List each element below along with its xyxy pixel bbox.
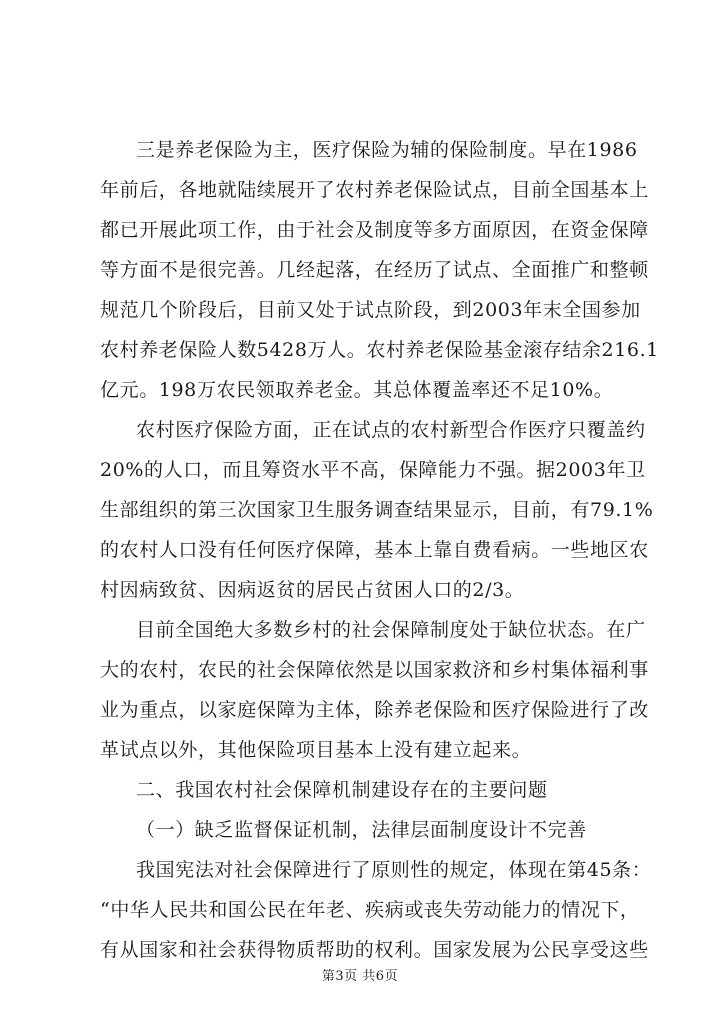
text-line: 业为重点，以家庭保障为主体，除养老保险和医疗保险进行了改 <box>100 699 649 721</box>
text-line: 等方面不是很完善。几经起落，在经历了试点、全面推广和整顿 <box>100 259 649 281</box>
text-line: 三是养老保险为主，医疗保险为辅的保险制度。早在1986 <box>136 139 638 161</box>
text-line: 大的农村，农民的社会保障依然是以国家救济和乡村集体福利事 <box>100 659 649 681</box>
text-line: 有从国家和社会获得物质帮助的权利。国家发展为公民享受这些 <box>100 939 649 961</box>
text-line: 我国宪法对社会保障进行了原则性的规定，体现在第45条： <box>136 859 652 881</box>
text-line: 都已开展此项工作，由于社会及制度等多方面原因，在资金保障 <box>100 219 649 241</box>
section-heading: 二、我国农村社会保障机制建设存在的主要问题 <box>136 779 548 801</box>
subsection-heading: （一）缺乏监督保证机制，法律层面制度设计不完善 <box>136 819 587 841</box>
text-line: 农村医疗保险方面，正在试点的农村新型合作医疗只覆盖约 <box>136 419 646 441</box>
text-line: 村因病致贫、因病返贫的居民占贫困人口的2/3。 <box>100 579 525 601</box>
text-line: 的农村人口没有任何医疗保障，基本上靠自费看病。一些地区农 <box>100 539 649 561</box>
text-line: 年前后，各地就陆续展开了农村养老保险试点，目前全国基本上 <box>100 179 649 201</box>
page-number: 第3页 共6页 <box>321 969 399 984</box>
text-line: “中华人民共和国公民在年老、疾病或丧失劳动能力的情况下， <box>100 899 640 921</box>
text-line: 规范几个阶段后，目前又处于试点阶段，到2003年末全国参加 <box>100 299 641 321</box>
text-line: 目前全国绝大多数乡村的社会保障制度处于缺位状态。在广 <box>136 619 646 641</box>
text-line: 生部组织的第三次国家卫生服务调查结果显示，目前，有79.1% <box>100 499 654 521</box>
text-line: 亿元。198万农民领取养老金。其总体覆盖率还不足10%。 <box>100 379 614 401</box>
text-line: 革试点以外，其他保险项目基本上没有建立起来。 <box>100 739 532 761</box>
text-line: 20%的人口，而且筹资水平不高，保障能力不强。据2003年卫 <box>100 459 646 481</box>
text-line: 农村养老保险人数5428万人。农村养老保险基金滚存结余216.1 <box>100 339 659 361</box>
